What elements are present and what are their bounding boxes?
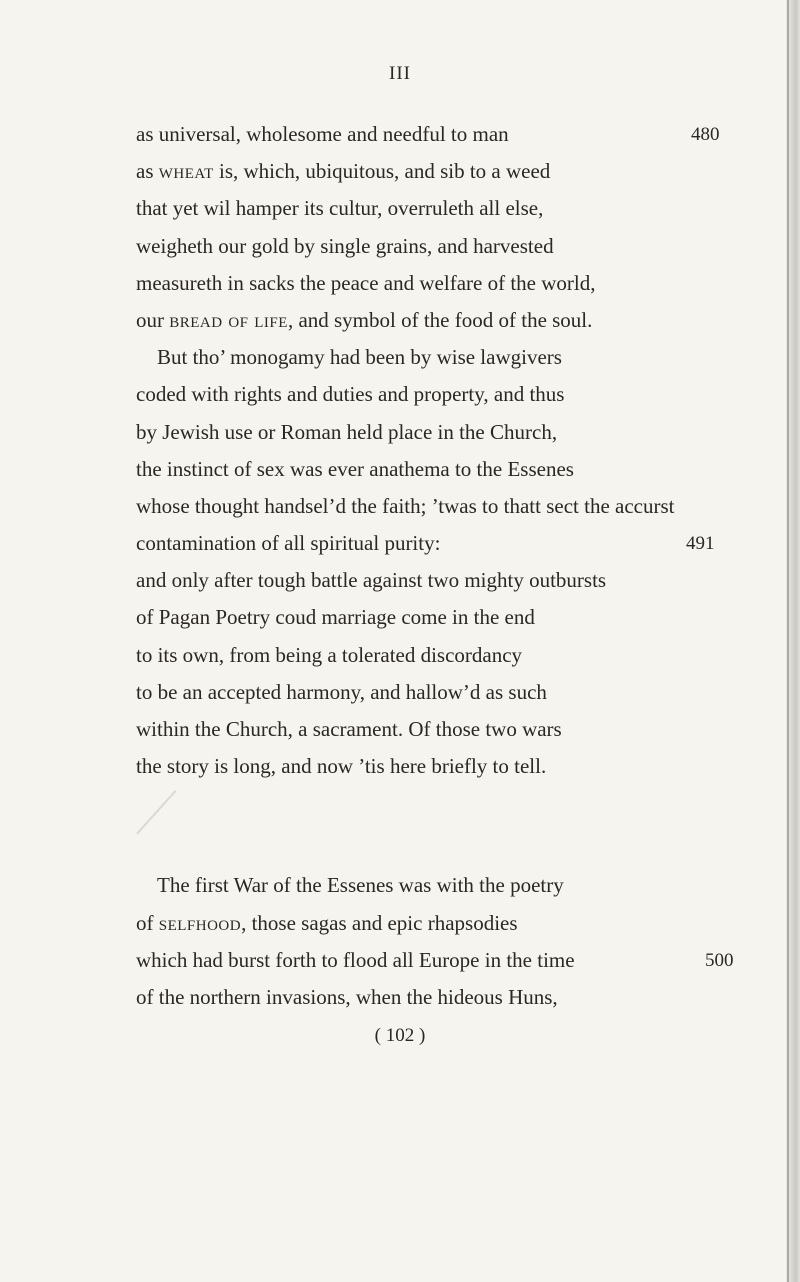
verse-line — [136, 905, 776, 942]
verse-text: by Jewish use or Roman held place in the Church, — [136, 419, 558, 444]
line-number: 480 — [691, 124, 720, 145]
line-number: 500 — [705, 949, 734, 971]
verse-line — [136, 942, 776, 979]
verse-text: measureth in sacks the peace and welfare of the world, — [136, 270, 596, 295]
verse-text: to be an accepted harmony, and hallow’d as such — [136, 679, 547, 704]
verse-text: of Pagan Poetry coud marriage come in the end — [136, 605, 535, 630]
page-number: ( 102 ) — [374, 1025, 426, 1046]
small-caps-phrase: wheat — [158, 159, 214, 184]
verse-line — [136, 302, 776, 339]
verse-line — [136, 488, 776, 525]
verse-line — [136, 748, 776, 785]
verse-text: to its own, from being a tolerated discordancy — [136, 642, 523, 667]
stanza-2 — [136, 867, 776, 1016]
verse-line — [136, 979, 776, 1016]
verse-line — [136, 711, 776, 748]
page-edge-shadow — [787, 0, 789, 1282]
verse-text: as — [136, 159, 159, 184]
verse-line — [136, 190, 776, 227]
verse-text: coded with rights and duties and property, and thus — [136, 382, 565, 407]
verse-line — [136, 153, 776, 190]
verse-text: , and symbol of the food of the soul. — [287, 307, 593, 332]
verse-line — [136, 414, 776, 451]
verse-text: that yet wil hamper its cultur, overruleth all else, — [136, 196, 544, 221]
verse-line — [136, 376, 776, 413]
verse-line — [136, 562, 776, 599]
verse-line — [136, 228, 776, 265]
verse-text: The first War of the Essenes was with the poetry — [157, 873, 564, 898]
verse-text: which had burst forth to flood all Europe in the time — [136, 947, 575, 972]
section-heading: III — [389, 63, 411, 84]
verse-text: is, which, ubiquitous, and sib to a weed — [213, 159, 551, 184]
verse-text: , those sagas and epic rhapsodies — [241, 910, 518, 935]
verse-line — [136, 265, 776, 302]
verse-text: and only after tough battle against two mighty outbursts — [136, 568, 607, 593]
verse-line — [136, 599, 776, 636]
verse-text: But tho’ monogamy had been by wise lawgivers — [157, 345, 562, 370]
verse-line — [136, 339, 776, 376]
small-caps-phrase: selfhood — [158, 910, 242, 935]
verse-text: as universal, wholesome and needful to man — [136, 122, 509, 146]
verse-text: our — [136, 307, 170, 332]
stanza-1 — [136, 116, 776, 785]
verse-line — [136, 116, 776, 153]
verse-line — [136, 637, 776, 674]
verse-line — [136, 867, 776, 904]
verse-line — [136, 525, 776, 562]
verse-line — [136, 674, 776, 711]
stanza-gap — [136, 785, 776, 867]
line-number: 491 — [686, 533, 715, 555]
verse-text: the instinct of sex was ever anathema to the Essenes — [136, 456, 574, 481]
verse-text: within the Church, a sacrament. Of those two wars — [136, 717, 562, 741]
verse-text: of the northern invasions, when the hideous Huns, — [136, 984, 558, 1009]
verse-text: of — [136, 910, 159, 935]
verse-text: weigheth our gold by single grains, and harvested — [136, 233, 554, 258]
poem-text — [136, 116, 776, 1016]
verse-text: the story is long, and now ’tis here briefly to tell. — [136, 754, 547, 779]
small-caps-phrase: bread of life — [169, 307, 288, 332]
verse-text: contamination of all spiritual purity: — [136, 531, 441, 556]
verse-line — [136, 451, 776, 488]
verse-text: whose thought handsel’d the faith; ’twas to thatt sect the accurst — [136, 493, 675, 518]
